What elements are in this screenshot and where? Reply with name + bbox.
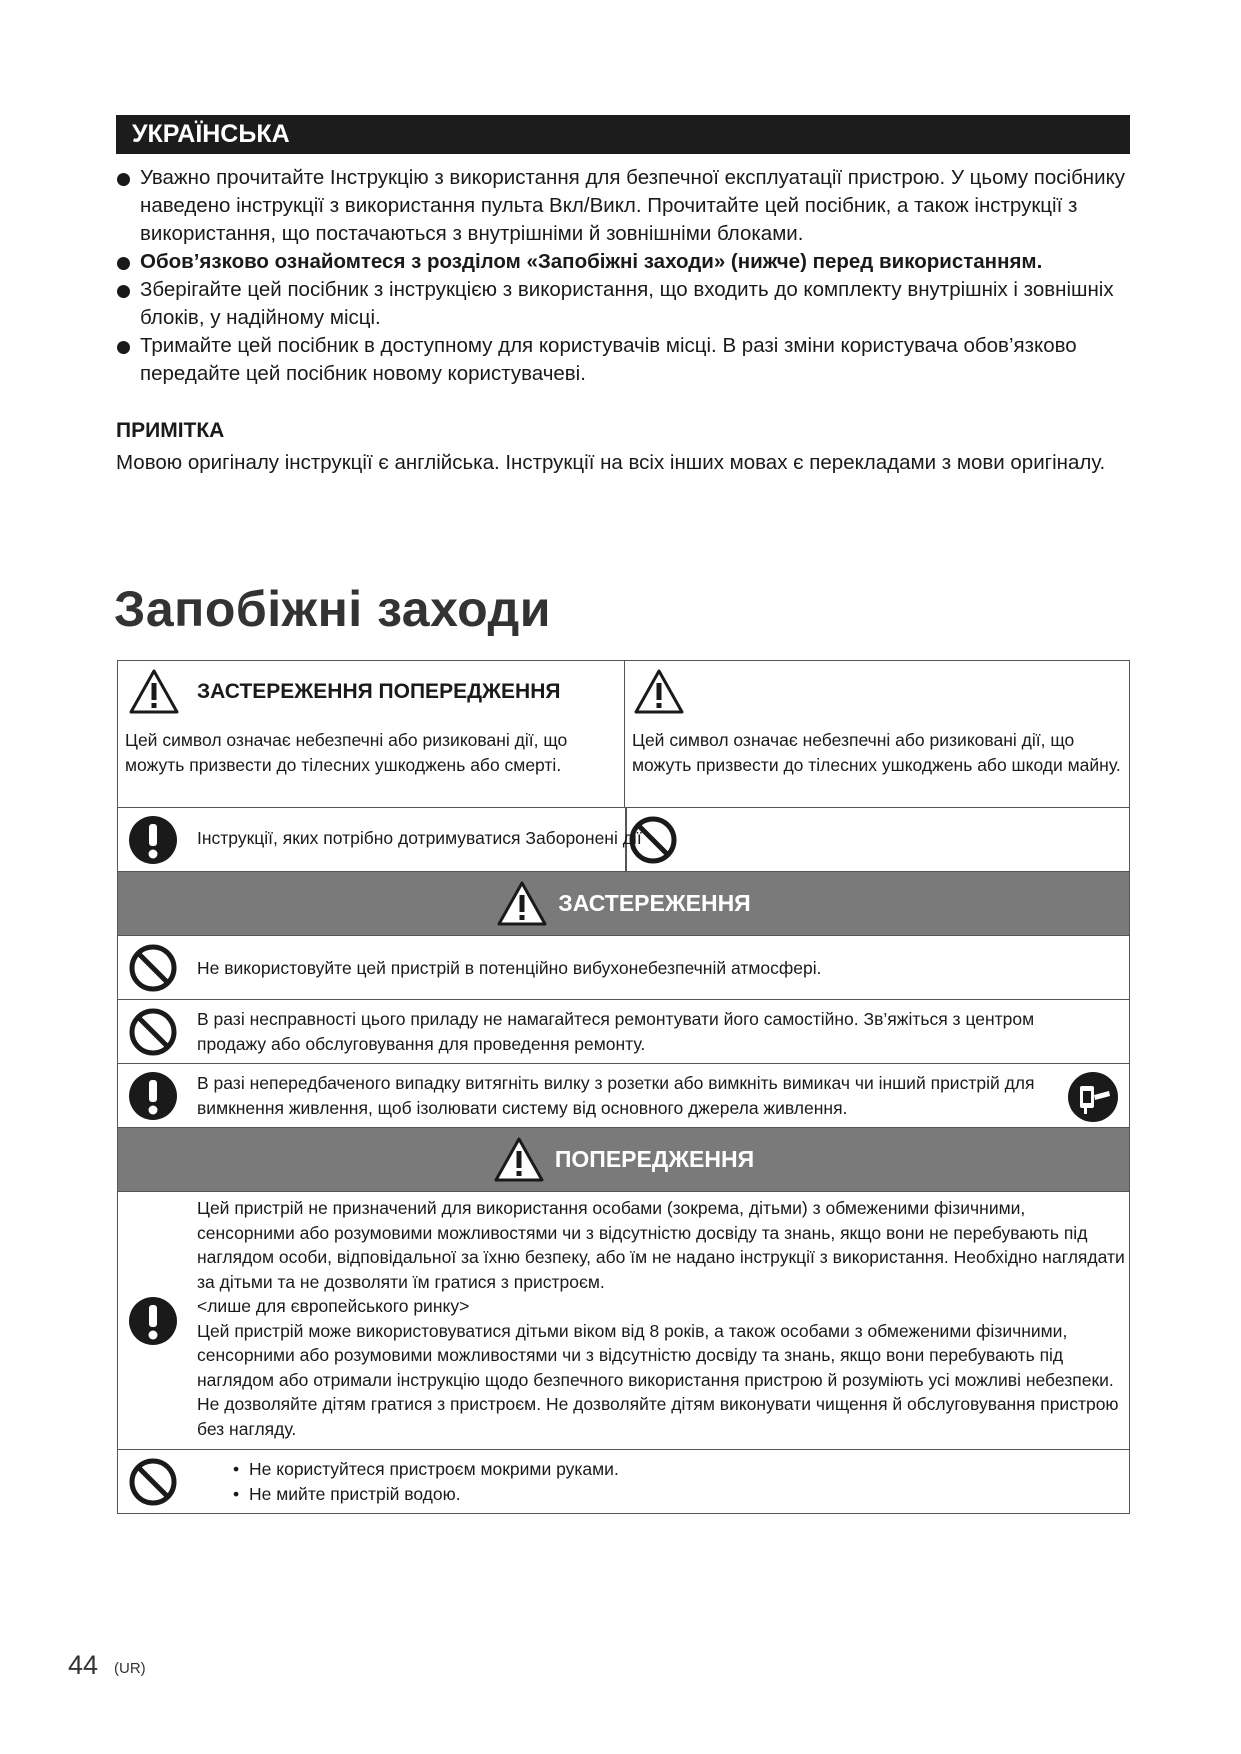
caution-item-body [197,1196,1125,1441]
note-title: ПРИМІТКА [116,419,225,442]
bullet-dot-icon [117,341,130,354]
legend-symbols-text: Інструкції, яких потрібно дотримуватися Заборонені дії [197,828,642,848]
legend-warning-cell [118,661,625,807]
mandatory-icon [128,1071,178,1121]
intro-bullet-text: Уважно прочитайте Інструкцію з використання для безпечної експлуатації пристрою. У цьому посібнику наведено інструкції з використання пульта Вкл/Викл. Прочитайте цей посібник, а також інструкції з використання, що постачаються з внутрішніми й зовнішніми блоками. [140,166,1126,245]
warning-item [118,1063,1129,1127]
caution-sub-item: • Не користуйтеся пристроєм мокрими руками. [219,1457,619,1482]
caution-section-label: ПОПЕРЕДЖЕННЯ [554,1146,755,1172]
warning-section-label: ЗАСТЕРЕЖЕННЯ [558,890,751,916]
mandatory-icon [128,1296,178,1346]
intro-bullet-text: Тримайте цей посібник в доступному для користувачів місці. В разі зміни користувача обов’язково передайте цей посібник новому користувачеві. [140,334,1077,385]
prohibited-icon [128,1457,178,1507]
caution-item [118,1449,1129,1513]
caution-item [118,1191,1129,1449]
prohibited-icon [128,1007,178,1057]
precautions-table [117,660,1130,1514]
page-title: Запобіжні заходи [114,581,552,637]
page-number: 44 [68,1650,99,1680]
caution-section-header [118,1127,1129,1191]
warning-item-text: В разі несправності цього приладу не намагайтеся ремонтувати його самостійно. Зв’яжіться з центром продажу або обслуговування для проведення ремонту. [197,1009,1035,1054]
intro-bullet-list [116,164,1146,388]
intro-bullet [116,332,1146,388]
bullet-dot-icon [117,257,130,270]
warning-item-text: Не використовуйте цей пристрій в потенційно вибухонебезпечній атмосфері. [197,958,822,978]
prohibited-icon [128,943,178,993]
legend-warning-heading: ЗАСТЕРЕЖЕННЯ ПОПЕРЕДЖЕННЯ [197,680,561,703]
mandatory-icon [128,815,178,865]
intro-bullet-text: Зберігайте цей посібник з інструкцією з використання, що входить до комплекту внутрішніх і зовнішніх блоків, у надійному місці. [140,278,1114,329]
intro-bullet [116,164,1146,248]
legend-symbols-row [118,807,1129,871]
note-body: Мовою оригіналу інструкції є англійська. Інструкції на всіх інших мовах є перекладами з мови оригіналу. [116,451,1106,474]
caution-market-note: <лише для європейського ринку> [197,1296,470,1316]
warning-triangle-icon [128,668,180,715]
caution-sub-list [219,1457,619,1507]
bullet-dot-icon [117,285,130,298]
legend-warning-desc: Цей символ означає небезпечні або ризиковані дії, що можуть призвести до тілесних ушкоджень або смерті. [125,730,568,775]
page-code: (UR) [114,1660,146,1677]
warning-item-text: В разі непередбаченого випадку витягніть вилку з розетки або вимкніть вимикач чи інший пристрій для вимкнення живлення, щоб ізолювати систему від основного джерела живлення. [197,1073,1035,1118]
unplug-icon [1067,1071,1119,1123]
intro-bullet [116,276,1146,332]
warning-triangle-icon [496,880,548,927]
intro-bullet [116,248,1146,276]
warning-item [118,999,1129,1063]
intro-bullet-text: Обов’язково ознайомтеся з розділом «Запобіжні заходи» (нижче) перед використанням. [140,250,1043,273]
caution-triangle-icon [633,668,685,715]
caution-para-1: Цей пристрій не призначений для використання особами (зокрема, дітьми) з обмеженими фізичними, сенсорними або розумовими можливостями чи з відсутністю досвіду та знань, якщо вони не перебувають під наглядом особи, відповідальної за їхню безпеку, або їм не надано інструкції з використання. Необхідно наглядати за дітьми та не дозволяти їм гратися з пристроєм. [197,1198,1125,1292]
language-header: УКРАЇНСЬКА [116,115,1130,154]
caution-sub-item: • Не мийте пристрій водою. [219,1482,619,1507]
caution-triangle-icon [493,1136,545,1183]
warning-item [118,935,1129,999]
bullet-dot-icon [117,173,130,186]
legend-caution-desc: Цей символ означає небезпечні або ризиковані дії, що можуть призвести до тілесних ушкоджень або шкоди майну. [632,730,1121,775]
warning-section-header [118,871,1129,935]
legend-row [118,661,1129,807]
legend-caution-cell [625,661,1129,807]
caution-para-2: Цей пристрій може використовуватися дітьми віком від 8 років, а також особами з обмеженими фізичними, сенсорними або розумовими можливостями чи з відсутністю досвіду та знань, якщо вони перебувають під наглядом або отримали інструкцію щодо безпечного використання пристрою й розуміють усі можливі небезпеки. Не дозволяйте дітям гратися з пристроєм. Не дозволяйте дітям виконувати чищення й обслуговування пристрою без нагляду. [197,1320,1119,1439]
